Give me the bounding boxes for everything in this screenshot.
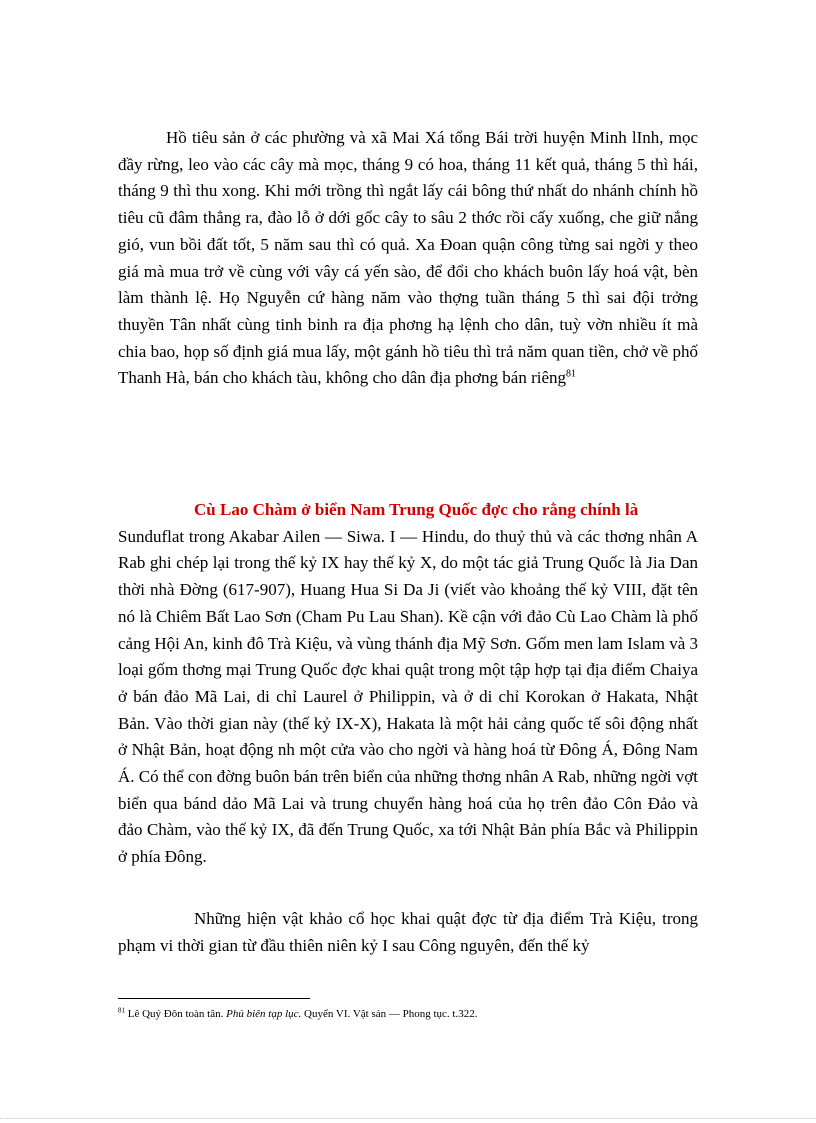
footnote-title: Phủ biên tạp lục.	[226, 1008, 302, 1020]
paragraph-tra-kieu	[118, 906, 698, 959]
footnote	[118, 1008, 698, 1020]
footnote-ref: 81	[566, 368, 577, 380]
paragraph-pepper	[118, 125, 698, 392]
paragraph-pepper-text: Hồ tiêu sản ở các phường và xã Mai Xá tổng Bái trời huyện Minh lInh, mọc đầy rừng, leo vào các cây mà mọc, tháng 9 có hoa, tháng 11 kết quả, tháng 5 thì hái, tháng 9 thì thu xong. Khi mới trồng thì ngắt lấy cái bông thứ nhất do nhánh chính hồ tiêu cũ đâm thẳng ra, đào lỗ ở dới gốc cây to sâu 2 thớc rồi cấy xuống, che giữ nắng gió, vun bồi đất tốt, 5 năm sau thì có quả. Xa Đoan quận công từng sai ngời y theo giá mà mua trở về cùng với vây cá yến sào, để đổi cho khách buôn lấy hoá vật, bèn làm thành lệ. Họ Nguyễn cứ hàng năm vào thợng tuần tháng 5 thì sai đội trởng thuyền Tân nhất cùng tinh binh ra địa phơng hạ lệnh cho dân, tuỳ vờn nhiều ít mà chia bao, họp số định giá mua lấy, một gánh hồ tiêu thì trả năm quan tiền, chở về phố Thanh Hà, bán cho khách tàu, không cho dân địa phơng bán riêng	[118, 128, 698, 388]
paragraph-tra-kieu-text: Những hiện vật khảo cổ học khai quật đợc từ địa điểm Trà Kiệu, trong phạm vi thời gian từ đầu thiên niên kỷ I sau Công nguyên, đến thế kỷ	[118, 909, 698, 955]
paragraph-cu-lao-cham	[118, 497, 698, 871]
footnote-number: 81	[118, 1006, 125, 1015]
paragraph-cu-lao-cham-text: Sunduflat trong Akabar Ailen — Siwa. I — Hindu, do thuỷ thủ và các thơng nhân A Rab ghi chép lại trong thế kỷ IX hay thế kỷ X, do một tác giả Trung Quốc là Jia Dan thời nhà Đờng (617-907), Huang Hua Si Da Ji (viết vào khoảng thế kỷ VIII, đặt tên nó là Chiêm Bất Lao Sơn (Cham Pu Lau Shan). Kề cận với đảo Cù Lao Chàm là phố cảng Hội An, kinh đô Trà Kiệu, và vùng thánh địa Mỹ Sơn. Gốm men lam Islam và 3 loại gốm thơng mại Trung Quốc đợc khai quật trong một tập hợp tại địa điểm Chaiya ở bán đảo Mã Lai, di chỉ Laurel ở Philippin, và ở di chỉ Korokan ở Hakata, Nhật Bản. Vào thời gian này (thế kỷ IX-X), Hakata là một hải cảng quốc tế sôi động nhất ở Nhật Bản, hoạt động nh một cửa vào cho ngời và hàng hoá từ Đông Á, Đông Nam Á. Có thể con đờng buôn bán trên biển của những thơng nhân A Rab, những ngời vợt biển qua bánd dảo Mã Lai và trung chuyển hàng hoá của họ trên đảo Côn Đảo và đảo Chàm, vào thế kỷ IX, đã đến Trung Quốc, xa tới Nhật Bản phía Bắc và Philippin ở phía Đông.	[118, 526, 698, 867]
footnote-divider	[118, 998, 310, 999]
paragraph-cu-lao-cham-lead: Cù Lao Chàm ở biển Nam Trung Quốc đợc cho rằng chính là	[194, 500, 639, 519]
footnote-details: Quyển VI. Vật sản — Phong tục. t.322.	[304, 1008, 478, 1020]
footnote-author: Lê Quý Đôn toàn tân.	[127, 1008, 224, 1020]
page-bottom-border	[0, 1118, 816, 1119]
